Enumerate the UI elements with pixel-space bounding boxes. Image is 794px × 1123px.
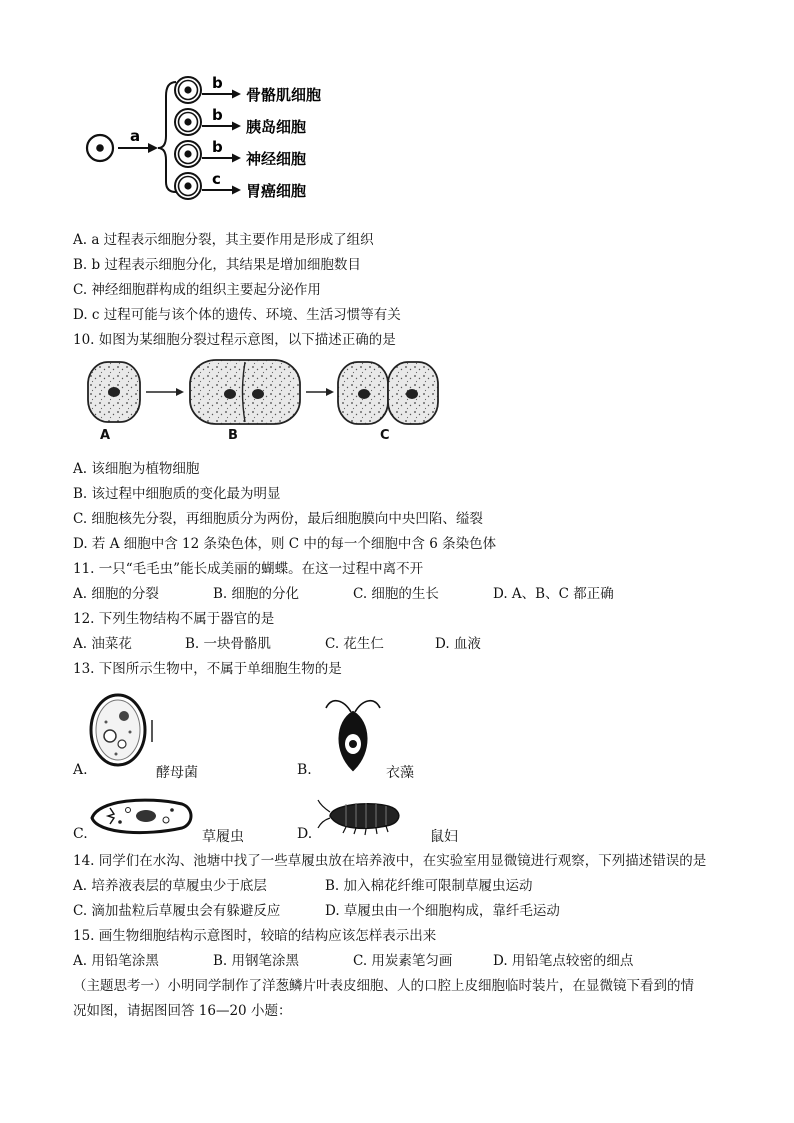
q9-option-a: A. a 过程表示细胞分裂，其主要作用是形成了组织 [73, 232, 374, 248]
q14-stem: 14. 同学们在水沟、池塘中找了一些草履虫放在培养液中，在实验室用显微镜进行观察，下列描述错误的是 [73, 853, 707, 869]
q12-stem: 12. 下列生物结构不属于器官的是 [73, 611, 275, 627]
cell-b [190, 360, 300, 424]
cell-label-skeletal-muscle: 骨骼肌细胞 [246, 86, 322, 104]
q10-option-d: D. 若 A 细胞中含 12 条染色体，则 C 中的每一个细胞中含 6 条染色体 [73, 536, 497, 552]
cell-column [175, 77, 201, 199]
q12-option-b: B. 一块骨骼肌 [185, 636, 272, 652]
arrow-a-to-b [146, 388, 184, 396]
cell-label-nerve: 神经细胞 [246, 150, 307, 168]
fig-label-a: A [100, 428, 111, 443]
theme-intro-line-1: （主题思考一）小明同学制作了洋葱鳞片叶表皮细胞、人的口腔上皮细胞临时装片，在显微镜下看到的情 [73, 978, 694, 994]
arrow-c-label: c [212, 170, 221, 188]
chlamydomonas-figure [318, 692, 388, 774]
q14-option-b: B. 加入棉花纤维可限制草履虫运动 [325, 878, 533, 894]
q13-label-a: A. [73, 762, 88, 778]
q11-stem: 11. 一只“毛毛虫”能长成美丽的蝴蝶。在这一过程中离不开 [73, 561, 424, 577]
q14-options-row1 [73, 877, 713, 895]
q15-option-a: A. 用铅笔涂黑 [73, 953, 159, 969]
q13-label-b: B. [297, 762, 312, 778]
q12-option-c: C. 花生仁 [325, 636, 384, 652]
q15-option-b: B. 用钢笔涂黑 [213, 953, 300, 969]
q10-stem: 10. 如图为某细胞分裂过程示意图，以下描述正确的是 [73, 332, 396, 348]
q13-label-c: C. [73, 826, 88, 842]
q13-stem: 13. 下图所示生物中，不属于单细胞生物的是 [73, 661, 342, 677]
cell-label-gastric-cancer: 胃癌细胞 [246, 182, 307, 200]
q14-option-d: D. 草履虫由一个细胞构成，靠纤毛运动 [325, 903, 560, 919]
fig-label-c: C [380, 428, 390, 443]
cell-c [338, 362, 438, 424]
q13-name-a: 酵母菌 [156, 765, 198, 781]
q12-option-d: D. 血液 [435, 636, 481, 652]
q9-option-c: C. 神经细胞群构成的组织主要起分泌作用 [73, 282, 321, 298]
q11-option-c: C. 细胞的生长 [353, 586, 439, 602]
q13-name-b: 衣藻 [386, 765, 414, 781]
q14-option-a: A. 培养液表层的草履虫少于底层 [73, 878, 267, 894]
q15-option-d: D. 用铅笔点较密的细点 [493, 953, 634, 969]
q14-option-c: C. 滴加盐粒后草履虫会有躲避反应 [73, 903, 281, 919]
q15-options [73, 952, 713, 970]
arrow-a-label: a [130, 127, 141, 145]
q13-name-d: 鼠妇 [430, 829, 458, 845]
cell-label-islet: 胰岛细胞 [246, 118, 307, 136]
q15-stem: 15. 画生物细胞结构示意图时，较暗的结构应该怎样表示出来 [73, 928, 437, 944]
q10-option-a: A. 该细胞为植物细胞 [73, 461, 200, 477]
q11-option-b: B. 细胞的分化 [213, 586, 300, 602]
arrow-b-label-3: b [212, 138, 223, 156]
arrow-b-label-1: b [212, 74, 223, 92]
yeast-figure [88, 692, 160, 772]
q11-option-a: A. 细胞的分裂 [73, 586, 159, 602]
q10-option-c: C. 细胞核先分裂，再细胞质分为两份，最后细胞膜向中央凹陷、缢裂 [73, 511, 483, 527]
theme-intro-line-2: 况如图，请据图回答 16—20 小题： [73, 1003, 292, 1019]
q9-option-d: D. c 过程可能与该个体的遗传、环境、生活习惯等有关 [73, 307, 401, 323]
q11-option-d: D. A、B、C 都正确 [493, 586, 614, 602]
q9-option-b: B. b 过程表示细胞分化，其结果是增加细胞数目 [73, 257, 361, 273]
cell-differentiation-figure [80, 70, 380, 210]
cell-a [88, 362, 140, 422]
brace [158, 82, 176, 192]
q15-option-c: C. 用炭素笔匀画 [353, 953, 453, 969]
q11-options [73, 585, 713, 603]
q10-option-b: B. 该过程中细胞质的变化最为明显 [73, 486, 281, 502]
q13-label-d: D. [297, 826, 313, 842]
paramecium-figure [86, 796, 196, 836]
q14-options-row2 [73, 902, 713, 920]
q12-options [73, 635, 713, 653]
woodlouse-figure [316, 796, 406, 836]
q13-name-c: 草履虫 [202, 829, 244, 845]
arrow-b-to-c [306, 388, 334, 396]
fig-label-b: B [228, 428, 238, 443]
q12-option-a: A. 油菜花 [73, 636, 132, 652]
arrow-b-label-2: b [212, 106, 223, 124]
origin-cell [87, 135, 113, 161]
